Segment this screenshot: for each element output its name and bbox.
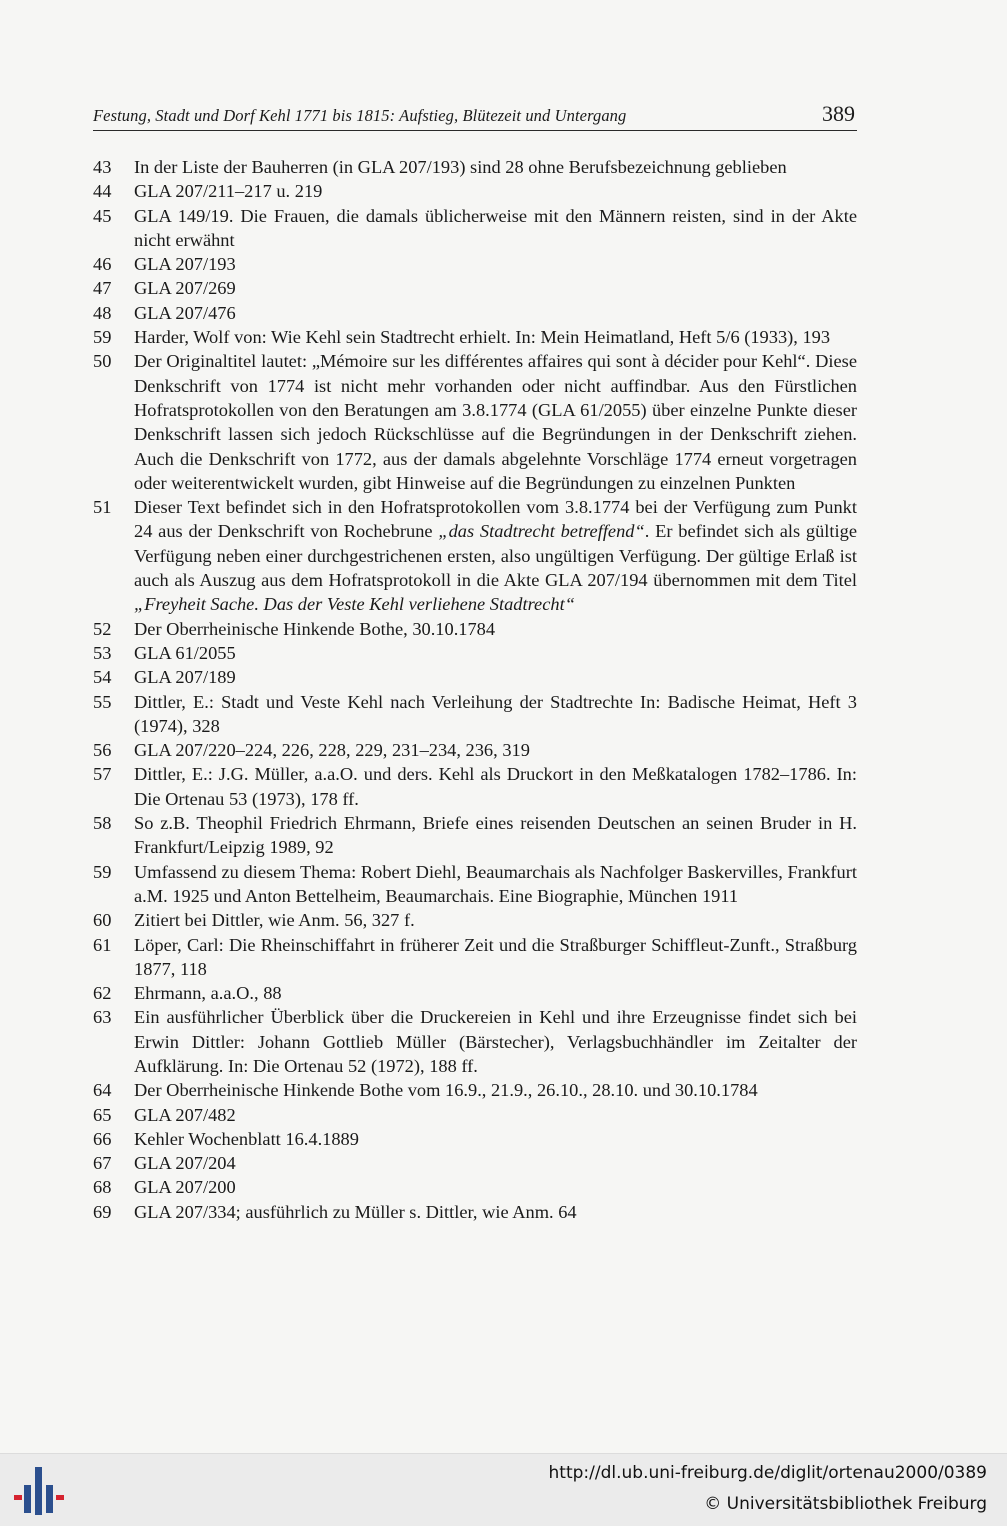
endnote-number: 55: [93, 691, 112, 712]
running-title: Festung, Stadt und Dorf Kehl 1771 bis 1815: Aufstieg, Blütezeit und Untergang: [93, 106, 627, 125]
endnote-number: 62: [93, 983, 112, 1004]
endnote: [93, 1103, 857, 1127]
endnote: [93, 1175, 857, 1199]
source-url-link[interactable]: http://dl.ub.uni-freiburg.de/diglit/ortenau2000/0389: [548, 1463, 987, 1483]
endnote-number: 47: [93, 278, 112, 299]
endnote: [93, 860, 857, 909]
endnote-quote: „das Stadtrecht betreffend“: [438, 521, 645, 542]
endnote-text: GLA 207/200: [134, 1177, 236, 1198]
endnote-number: 65: [93, 1104, 112, 1125]
endnote: [93, 276, 857, 300]
endnote-number: 58: [93, 813, 112, 834]
endnote-text: Der Oberrheinische Hinkende Bothe vom 16.9., 21.9., 26.10., 28.10. und 30.10.1784: [134, 1080, 758, 1101]
endnote: [93, 738, 857, 762]
copyright-notice: © Universitätsbibliothek Freiburg: [704, 1494, 987, 1514]
endnote-number: 45: [93, 205, 112, 226]
endnote-number: 59: [93, 861, 112, 882]
endnote: [93, 1200, 857, 1224]
endnote-text: [134, 497, 857, 614]
endnote-text: GLA 207/334; ausführlich zu Müller s. Dittler, wie Anm. 64: [134, 1201, 577, 1222]
endnote: [93, 1151, 857, 1175]
endnote-text: Löper, Carl: Die Rheinschiffahrt in früherer Zeit und die Straßburger Schiffleut-Zunft., Straßburg 1877, 118: [134, 934, 857, 979]
endnote: [93, 690, 857, 739]
endnote-text: Zitiert bei Dittler, wie Anm. 56, 327 f.: [134, 910, 415, 931]
endnote: [93, 349, 857, 495]
endnote-text: GLA 207/220–224, 226, 228, 229, 231–234, 236, 319: [134, 740, 530, 761]
endnote-number: 63: [93, 1007, 112, 1028]
viewer-footer: [0, 1453, 1007, 1526]
endnote-text: Der Originaltitel lautet: „Mémoire sur les différentes affaires qui sont à décider pour Kehl“. Diese Denkschrift von 1774 ist nicht mehr vorhanden oder nicht auffindbar. Aus den Fürstlichen Hofratsprotokollen von den Beratungen am 3.8.1774 (GLA 61/2055) über einzelne Punkte dieser Denkschrift lassen sich jedoch Rückschlüsse auf die Begründungen in der Denkschrift ziehen. Auch die Denkschrift von 1772, aus der damals abgelehnte Vorschläge 1774 erneut vorgetragen oder weiterentwickelt wurden, gibt Hinweise auf die Begründungen zu einzelnen Punkten: [134, 351, 857, 493]
endnote-number: 61: [93, 934, 112, 955]
endnote-text: GLA 207/211–217 u. 219: [134, 181, 323, 202]
endnote-text: So z.B. Theophil Friedrich Ehrmann, Briefe eines reisenden Deutschen an seinen Bruder in H. Frankfurt/Leipzig 1989, 92: [134, 813, 857, 858]
endnote: [93, 179, 857, 203]
endnote-number: 52: [93, 618, 112, 639]
endnote: [93, 155, 857, 179]
endnote: [93, 301, 857, 325]
endnote-number: 56: [93, 740, 112, 761]
endnote-text: GLA 207/193: [134, 254, 236, 275]
endnote-text: Ein ausführlicher Überblick über die Druckereien in Kehl und ihre Erzeugnisse findet sich bei Erwin Dittler: Johann Gottlieb Müller (Bärstecher), Verlagsbuchhändler im Zeitalter der Aufklärung. In: Die Ortenau 52 (1972), 188 ff.: [134, 1007, 857, 1076]
endnote: [93, 641, 857, 665]
endnote: [93, 252, 857, 276]
endnote-number: 46: [93, 254, 112, 275]
endnote: [93, 204, 857, 253]
endnote: [93, 325, 857, 349]
endnote: [93, 981, 857, 1005]
endnote-text-part: . Er befindet sich als gültige Verfügung neben einer durchgestrichenen ersten, also ungültigen Verfügung. Der gültige Erlaß ist auch als Auszug aus dem Hofratsprotokoll in die Akte GLA 207/194 übernommen mit dem Titel: [134, 521, 857, 591]
endnote-text: GLA 207/476: [134, 302, 236, 323]
endnote: [93, 1078, 857, 1102]
endnote-text: GLA 207/269: [134, 278, 236, 299]
endnote-text: GLA 207/204: [134, 1153, 236, 1174]
endnote-text: Umfassend zu diesem Thema: Robert Diehl, Beaumarchais als Nachfolger Baskervilles, Frankfurt a.M. 1925 und Anton Bettelheim, Beaumarchais. Eine Biographie, München 1911: [134, 861, 857, 906]
endnote-text: Dittler, E.: Stadt und Veste Kehl nach Verleihung der Stadtrechte In: Badische Heimat, Heft 3 (1974), 328: [134, 691, 857, 736]
endnote: [93, 908, 857, 932]
endnote-number: 60: [93, 910, 112, 931]
endnote: [93, 495, 857, 616]
endnote-text: Ehrmann, a.a.O., 88: [134, 983, 282, 1004]
endnote-number: 48: [93, 302, 112, 323]
endnote: [93, 1005, 857, 1078]
page-number: 389: [822, 101, 855, 126]
endnote-number: 51: [93, 497, 112, 518]
endnote-number: 53: [93, 642, 112, 663]
endnote-text: GLA 207/189: [134, 667, 236, 688]
endnote: [93, 617, 857, 641]
endnote-number: 54: [93, 667, 112, 688]
endnote-number: 50: [93, 351, 112, 372]
endnote-number: 68: [93, 1177, 112, 1198]
endnote-text: GLA 149/19. Die Frauen, die damals üblicherweise mit den Männern reisten, sind in der Akte nicht erwähnt: [134, 205, 857, 250]
endnote-text: GLA 61/2055: [134, 642, 236, 663]
endnote: [93, 665, 857, 689]
endnote-text: In der Liste der Bauherren (in GLA 207/193) sind 28 ohne Berufsbezeichnung geblieben: [134, 157, 787, 177]
endnote-text: GLA 207/482: [134, 1104, 236, 1125]
endnote-text: Kehler Wochenblatt 16.4.1889: [134, 1128, 359, 1149]
endnote-text: Harder, Wolf von: Wie Kehl sein Stadtrecht erhielt. In: Mein Heimatland, Heft 5/6 (1933), 193: [134, 327, 831, 348]
endnote: [93, 933, 857, 982]
endnotes-list: [93, 155, 857, 1224]
endnote-text-part: Dieser Text befindet sich in den Hofratsprotokollen vom 3.8.1774 bei der Verfügung zum Punkt 24 aus der Denkschrift von Rochebrune: [134, 497, 857, 542]
endnote-number: 59: [93, 327, 112, 348]
endnote-number: 43: [93, 157, 112, 177]
endnote-text: Dittler, E.: J.G. Müller, a.a.O. und ders. Kehl als Druckort in den Meßkatalogen 1782–1786. In: Die Ortenau 53 (1973), 178 ff.: [134, 764, 857, 809]
endnote-number: 69: [93, 1201, 112, 1222]
ub-freiburg-logo-icon: [14, 1465, 64, 1517]
endnote-number: 67: [93, 1153, 112, 1174]
running-header: [93, 98, 857, 131]
endnote-text: Der Oberrheinische Hinkende Bothe, 30.10.1784: [134, 618, 496, 639]
endnote-number: 44: [93, 181, 112, 202]
endnote: [93, 1127, 857, 1151]
endnote-number: 66: [93, 1128, 112, 1149]
endnote-quote: „Freyheit Sache. Das der Veste Kehl verliehene Stadtrecht“: [134, 594, 575, 615]
endnote-number: 64: [93, 1080, 112, 1101]
endnote: [93, 762, 857, 811]
endnote: [93, 811, 857, 860]
endnote-number: 57: [93, 764, 112, 785]
